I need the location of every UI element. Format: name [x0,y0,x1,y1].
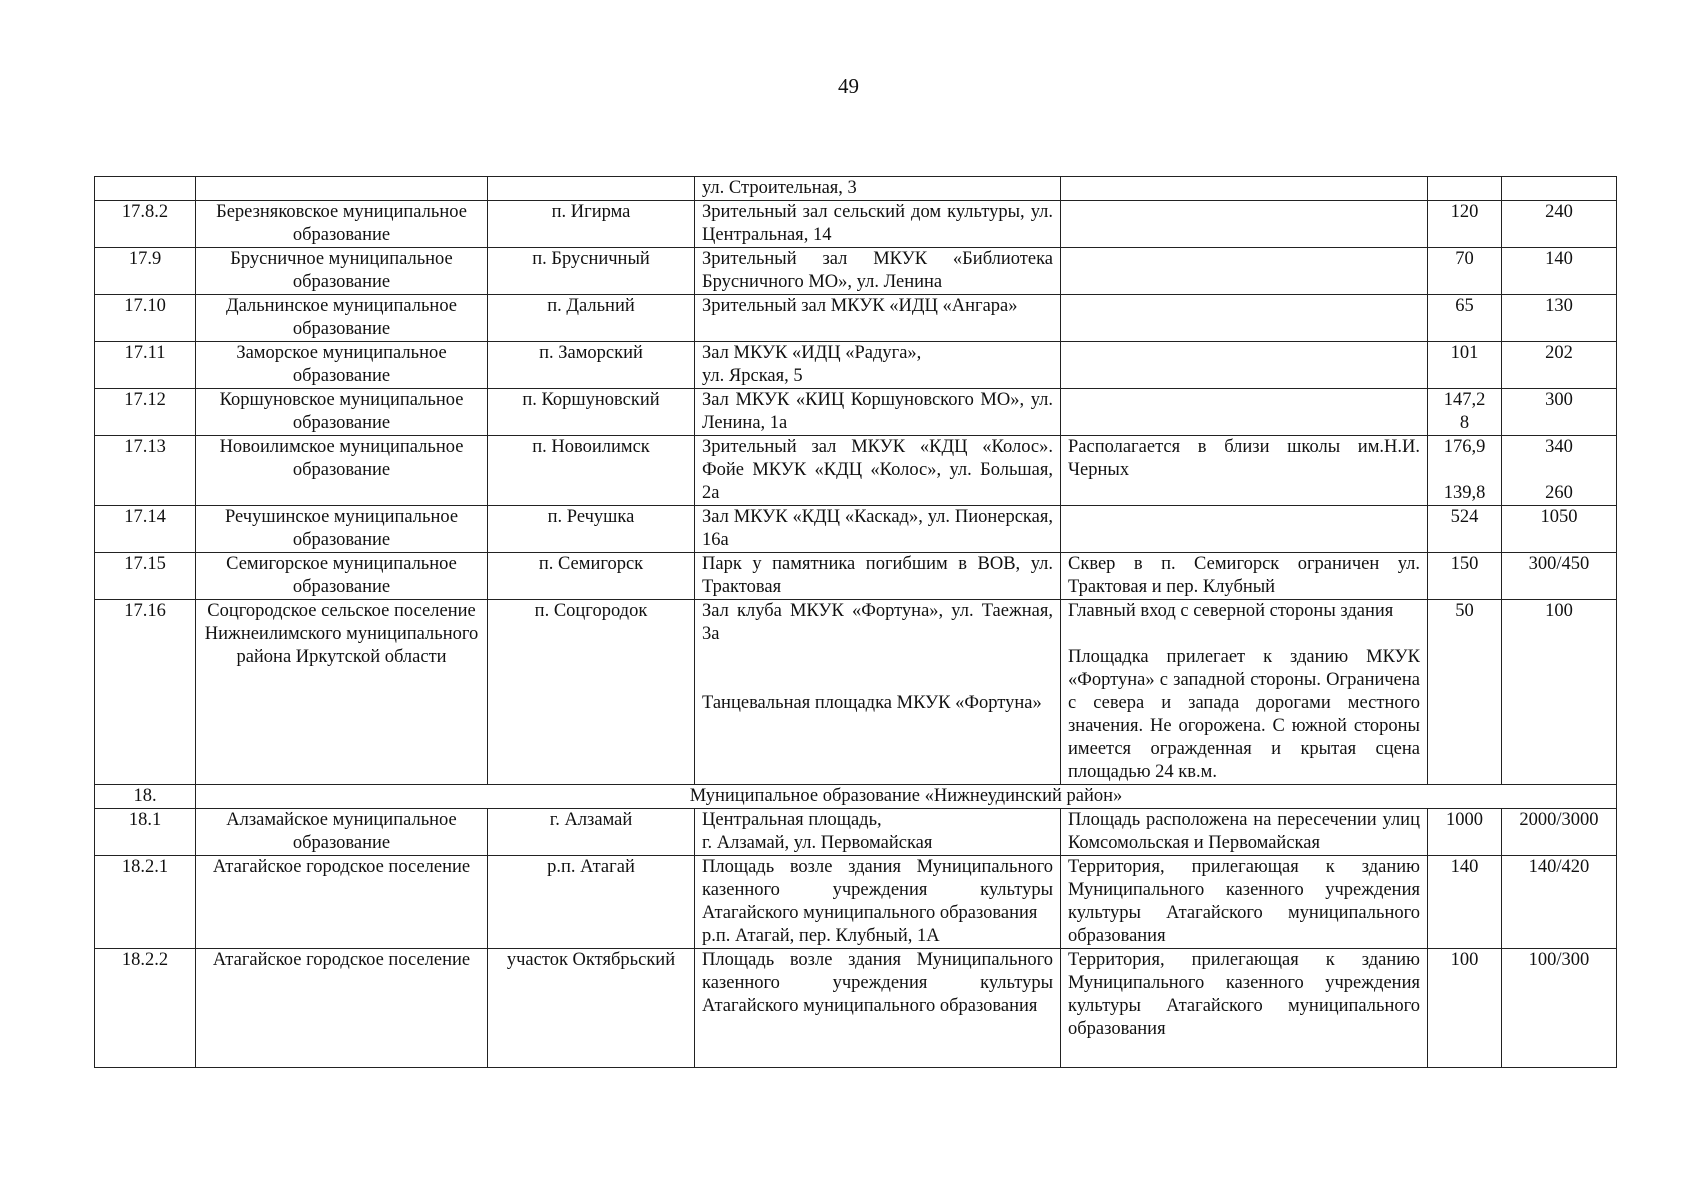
row-number: 18.1 [95,809,196,856]
venue-note [1061,248,1428,295]
venue-capacity: 300 [1502,389,1617,436]
venue-note [1061,342,1428,389]
venue-area: 524 [1428,506,1502,553]
settlement-name: п. Игирма [488,201,695,248]
venue-area: 150 [1428,553,1502,600]
row-number: 17.12 [95,389,196,436]
municipality-name: Алзамайское муниципальное образование [196,809,488,856]
settlement-name: п. Семигорск [488,553,695,600]
table-row [95,436,1617,506]
table-row [95,553,1617,600]
venue-area: 176,9 139,8 [1428,436,1502,506]
row-number: 17.10 [95,295,196,342]
venue-note: Главный вход с северной стороны здания Площадка прилегает к зданию МКУК «Фортуна» с западной стороны. Ограничена с севера и запада дорогами местного значения. Не огорожена. С южной стороны имеется огражденная и крытая сцена площадью 24 кв.м. [1061,600,1428,785]
row-number [95,177,196,201]
settlement-name: г. Алзамай [488,809,695,856]
table-row [95,856,1617,949]
settlement-name: п. Соцгородок [488,600,695,785]
venue-note: Сквер в п. Семигорск ограничен ул. Трактовая и пер. Клубный [1061,553,1428,600]
venue-area: 101 [1428,342,1502,389]
venue-description: Зрительный зал МКУК «Библиотека Брусничного МО», ул. Ленина [695,248,1061,295]
row-number: 17.15 [95,553,196,600]
venue-capacity: 202 [1502,342,1617,389]
venue-capacity: 100 [1502,600,1617,785]
municipality-name: Атагайское городское поселение [196,856,488,949]
settlement-name: р.п. Атагай [488,856,695,949]
venue-capacity: 240 [1502,201,1617,248]
venue-area: 140 [1428,856,1502,949]
municipality-name: Соцгородское сельское поселение Нижнеилимского муниципального района Иркутской области [196,600,488,785]
venue-capacity: 1050 [1502,506,1617,553]
venue-area: 147,2 8 [1428,389,1502,436]
venue-capacity: 2000/3000 [1502,809,1617,856]
venue-area: 100 [1428,949,1502,1068]
table-row [95,949,1617,1068]
row-number: 18.2.1 [95,856,196,949]
venue-description: Центральная площадь, г. Алзамай, ул. Первомайская [695,809,1061,856]
venue-area: 70 [1428,248,1502,295]
section-title: Муниципальное образование «Нижнеудинский район» [196,785,1617,809]
municipality-name: Атагайское городское поселение [196,949,488,1068]
venue-description: Зал МКУК «КДЦ «Каскад», ул. Пионерская, 16а [695,506,1061,553]
venue-area: 1000 [1428,809,1502,856]
venue-capacity: 340 260 [1502,436,1617,506]
venue-description: ул. Строительная, 3 [695,177,1061,201]
table-row [95,809,1617,856]
venue-note: Располагается в близи школы им.Н.И. Черных [1061,436,1428,506]
venue-capacity [1502,177,1617,201]
row-number: 17.16 [95,600,196,785]
municipality-name: Березняковское муниципальное образование [196,201,488,248]
municipality-name: Заморское муниципальное образование [196,342,488,389]
settlement-name [488,177,695,201]
venue-capacity: 100/300 [1502,949,1617,1068]
municipality-name: Коршуновское муниципальное образование [196,389,488,436]
row-number: 17.13 [95,436,196,506]
venue-area: 50 [1428,600,1502,785]
venue-description: Зал МКУК «ИДЦ «Радуга», ул. Ярская, 5 [695,342,1061,389]
settlement-name: п. Дальний [488,295,695,342]
section-row [95,785,1617,809]
venue-note: Территория, прилегающая к зданию Муниципального казенного учреждения культуры Атагайского муниципального образования [1061,856,1428,949]
row-number: 17.8.2 [95,201,196,248]
table-row [95,177,1617,201]
settlement-name: п. Заморский [488,342,695,389]
venue-capacity: 130 [1502,295,1617,342]
settlement-name: участок Октябрьский [488,949,695,1068]
venue-note [1061,177,1428,201]
venue-description: Зал клуба МКУК «Фортуна», ул. Таежная, 3а Танцевальная площадка МКУК «Фортуна» [695,600,1061,785]
row-number: 17.9 [95,248,196,295]
municipality-name: Речушинское муниципальное образование [196,506,488,553]
table-row [95,248,1617,295]
venue-description: Зрительный зал МКУК «ИДЦ «Ангара» [695,295,1061,342]
row-number: 17.14 [95,506,196,553]
table-body [95,177,1617,1068]
venue-note [1061,295,1428,342]
settlement-name: п. Брусничный [488,248,695,295]
table-row [95,389,1617,436]
row-number: 17.11 [95,342,196,389]
venue-capacity: 300/450 [1502,553,1617,600]
venue-capacity: 140/420 [1502,856,1617,949]
settlement-name: п. Новоилимск [488,436,695,506]
page-number: 49 [838,74,859,98]
venue-description: Зрительный зал МКУК «КДЦ «Колос». Фойе МКУК «КДЦ «Колос», ул. Большая, 2а [695,436,1061,506]
table-row [95,600,1617,785]
venue-note: Площадь расположена на пересечении улиц Комсомольская и Первомайская [1061,809,1428,856]
municipality-name: Дальнинское муниципальное образование [196,295,488,342]
venue-area: 65 [1428,295,1502,342]
venue-note [1061,389,1428,436]
venues-table [94,176,1617,1068]
venue-area [1428,177,1502,201]
venue-description: Парк у памятника погибшим в ВОВ, ул. Трактовая [695,553,1061,600]
venue-note: Территория, прилегающая к зданию Муниципального казенного учреждения культуры Атагайского муниципального образования [1061,949,1428,1068]
table-row [95,506,1617,553]
table-row [95,201,1617,248]
municipality-name: Новоилимское муниципальное образование [196,436,488,506]
venue-description: Зал МКУК «КИЦ Коршуновского МО», ул. Ленина, 1а [695,389,1061,436]
venue-note [1061,506,1428,553]
municipality-name: Семигорское муниципальное образование [196,553,488,600]
settlement-name: п. Коршуновский [488,389,695,436]
municipality-name [196,177,488,201]
venue-description: Площадь возле здания Муниципального казенного учреждения культуры Атагайского муниципального образования р.п. Атагай, пер. Клубный, 1А [695,856,1061,949]
venue-area: 120 [1428,201,1502,248]
venue-description: Зрительный зал сельский дом культуры, ул. Центральная, 14 [695,201,1061,248]
venue-note [1061,201,1428,248]
row-number: 18.2.2 [95,949,196,1068]
venue-description: Площадь возле здания Муниципального казенного учреждения культуры Атагайского муниципального образования [695,949,1061,1068]
table-row [95,342,1617,389]
settlement-name: п. Речушка [488,506,695,553]
table-row [95,295,1617,342]
municipality-name: Брусничное муниципальное образование [196,248,488,295]
section-number: 18. [95,785,196,809]
venue-capacity: 140 [1502,248,1617,295]
